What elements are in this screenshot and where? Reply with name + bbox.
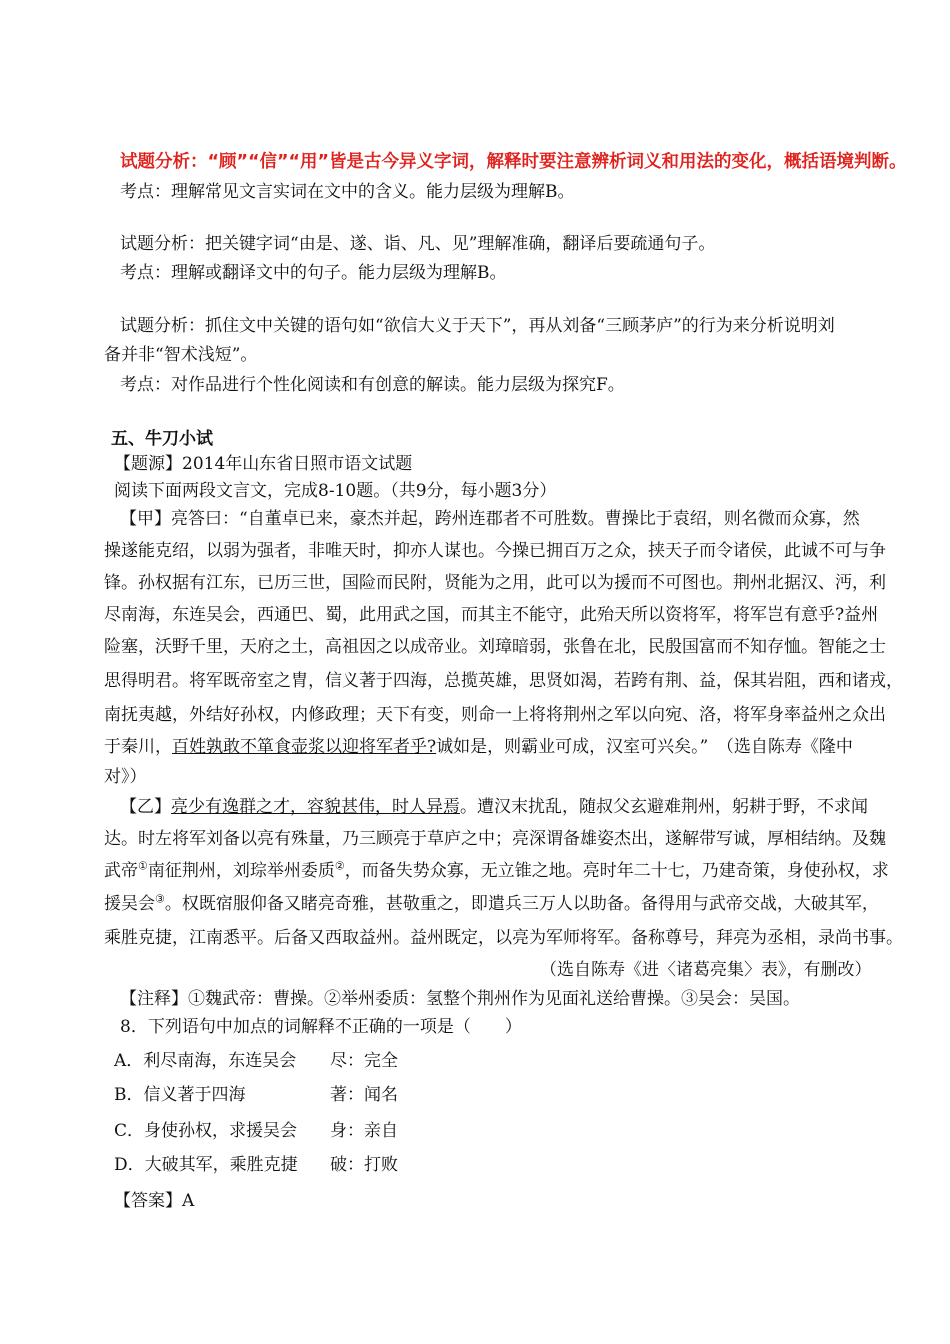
yi-line-4-b: 。权既宿服仰备又睹亮奇雅，甚敬重之，即遣兵三万人以助备。备得用与武帝交战，大破其军， <box>164 894 879 914</box>
option-a-sentence: A．利尽南海，东连吴会 <box>114 1051 297 1071</box>
instructions: 阅读下面两段文言文，完成8-10题。（共9分，每小题3分） <box>114 481 557 501</box>
passage-jia-line-8 <box>104 736 853 758</box>
yi-line-3-a: 武帝 <box>104 861 138 881</box>
yi-line-1-end: 。遭汉末扰乱，随叔父玄避难荆州，躬耕于野，不求闻 <box>460 797 868 817</box>
passage-jia-line-9: 对》） <box>104 767 147 787</box>
jia-line-8-end: 诚如是，则霸业可成，汉室可兴矣。” （选自陈寿《隆中 <box>436 737 853 757</box>
option-b <box>114 1084 398 1106</box>
passage-jia-line-7: 南抚夷越，外结好孙权，内修政理；天下有变，则命一上将将荆州之军以向宛、洛，将军身率益州之众出 <box>104 705 886 725</box>
passage-jia-line-1: 【甲】亮答曰：“自董卓已来，豪杰并起，跨州连郡者不可胜数。曹操比于袁绍，则名微而众寡，然 <box>120 509 860 529</box>
footnote-marker-1: ① <box>138 859 148 873</box>
footnote-marker-3: ③ <box>155 892 165 906</box>
passage-jia-line-6: 思得明君。将军既帝室之胄，信义著于四海，总揽英雄，思贤如渴，若跨有荆、益，保其岩阻，西和诸戎， <box>104 671 903 691</box>
passage-yi-line-2: 达。时左将军刘备以亮有殊量，乃三顾亮于草庐之中；亮深谓备雄姿杰出，遂解带写诚，厚相结纳。及魏 <box>104 829 886 849</box>
passage-jia-line-5: 险塞，沃野千里，天府之土，高祖因之以成帝业。刘璋暗弱，张鲁在北，民殷国富而不知存恤。智能之士 <box>104 637 886 657</box>
passage-jia-line-4: 尽南海，东连吴会，西通巴、蜀，此用武之国，而其主不能守，此殆天所以资将军，将军岂有意乎?益州 <box>104 605 879 625</box>
option-b-sentence: B．信义著于四海 <box>114 1085 246 1105</box>
yi-label: 【乙】 <box>120 797 171 817</box>
passage-yi-line-1 <box>120 796 868 818</box>
footnote-marker-2: ② <box>334 859 345 873</box>
yi-underlined-sentence: 亮少有逸群之才，容貌甚伟，时人异焉 <box>171 797 460 817</box>
yi-line-3-c: ，而备失势众寡，无立锥之地。亮时年二十七，乃建奇策，身使孙权，求 <box>344 861 889 881</box>
kaodian-2: 考点：理解或翻译文中的句子。能力层级为理解B。 <box>120 263 507 283</box>
section-title: 五、牛刀小试 <box>111 429 213 449</box>
option-d <box>114 1154 398 1176</box>
option-c-sentence: C．身使孙权，求援吴会 <box>114 1121 298 1141</box>
passage-yi-line-4 <box>104 893 879 915</box>
source-line: 【题源】2014年山东省日照市语文试题 <box>114 454 413 474</box>
passage-yi-line-5: 乘胜克捷，江南悉平。后备又西取益州。益州既定，以亮为军师将军。备称尊号，拜亮为丞相，录尚书事。 <box>104 928 903 948</box>
passage-jia-line-2: 操遂能克绍，以弱为强者，非唯天时，抑亦人谋也。今操已拥百万之众，挟天子而令诸侯，此诚不可与争 <box>104 541 886 561</box>
passage-yi-line-3 <box>104 860 889 882</box>
option-c <box>114 1120 398 1142</box>
analysis-3-line-1: 试题分析：抓住文中关键的语句如“欲信大义于天下”，再从刘备“三顾茅庐”的行为来分析说明刘 <box>120 316 835 336</box>
analysis-2: 试题分析：把关键字词“由是、遂、诣、凡、见”理解准确，翻译后要疏通句子。 <box>120 234 716 254</box>
option-d-sentence: D．大破其军，乘胜克捷 <box>114 1155 298 1175</box>
yi-line-4-a: 援吴会 <box>104 894 155 914</box>
answer: 【答案】A <box>114 1191 195 1211</box>
option-a-gloss: 尽：完全 <box>330 1051 398 1071</box>
question-8: 8．下列语句中加点的词解释不正确的一项是（ ） <box>120 1017 522 1037</box>
option-c-gloss: 身：亲自 <box>330 1121 398 1141</box>
passage-yi-source: （选自陈寿《进〈诸葛亮集〉表》，有删改） <box>540 960 872 980</box>
kaodian-3: 考点：对作品进行个性化阅读和有创意的解读。能力层级为探究F。 <box>120 375 625 395</box>
option-d-gloss: 破：打败 <box>330 1155 398 1175</box>
notes: 【注释】①魏武帝：曹操。②举州委质：氢整个荆州作为见面礼送给曹操。③吴会：吴国。 <box>120 989 800 1009</box>
option-b-gloss: 著：闻名 <box>330 1085 398 1105</box>
analysis-3-line-2: 备并非“智术浅短”。 <box>104 345 258 365</box>
jia-underlined-sentence: 百姓孰敢不箪食壶浆以迎将军者乎? <box>172 737 437 757</box>
kaodian-1: 考点：理解常见文言实词在文中的含义。能力层级为理解B。 <box>120 182 575 202</box>
analysis-red: 试题分析：“顾”“信”“用”皆是古今异义字词，解释时要注意辨析词义和用法的变化，概括语境判断。 <box>120 152 907 172</box>
yi-line-3-b: 南征荆州，刘琮举州委质 <box>147 861 335 881</box>
passage-jia-line-3: 锋。孙权据有江东，已历三世，国险而民附，贤能为之用，此可以为援而不可图也。荆州北据汉、沔，利 <box>104 573 886 593</box>
jia-line-8-start: 于秦川， <box>104 737 172 757</box>
option-a <box>114 1050 398 1072</box>
